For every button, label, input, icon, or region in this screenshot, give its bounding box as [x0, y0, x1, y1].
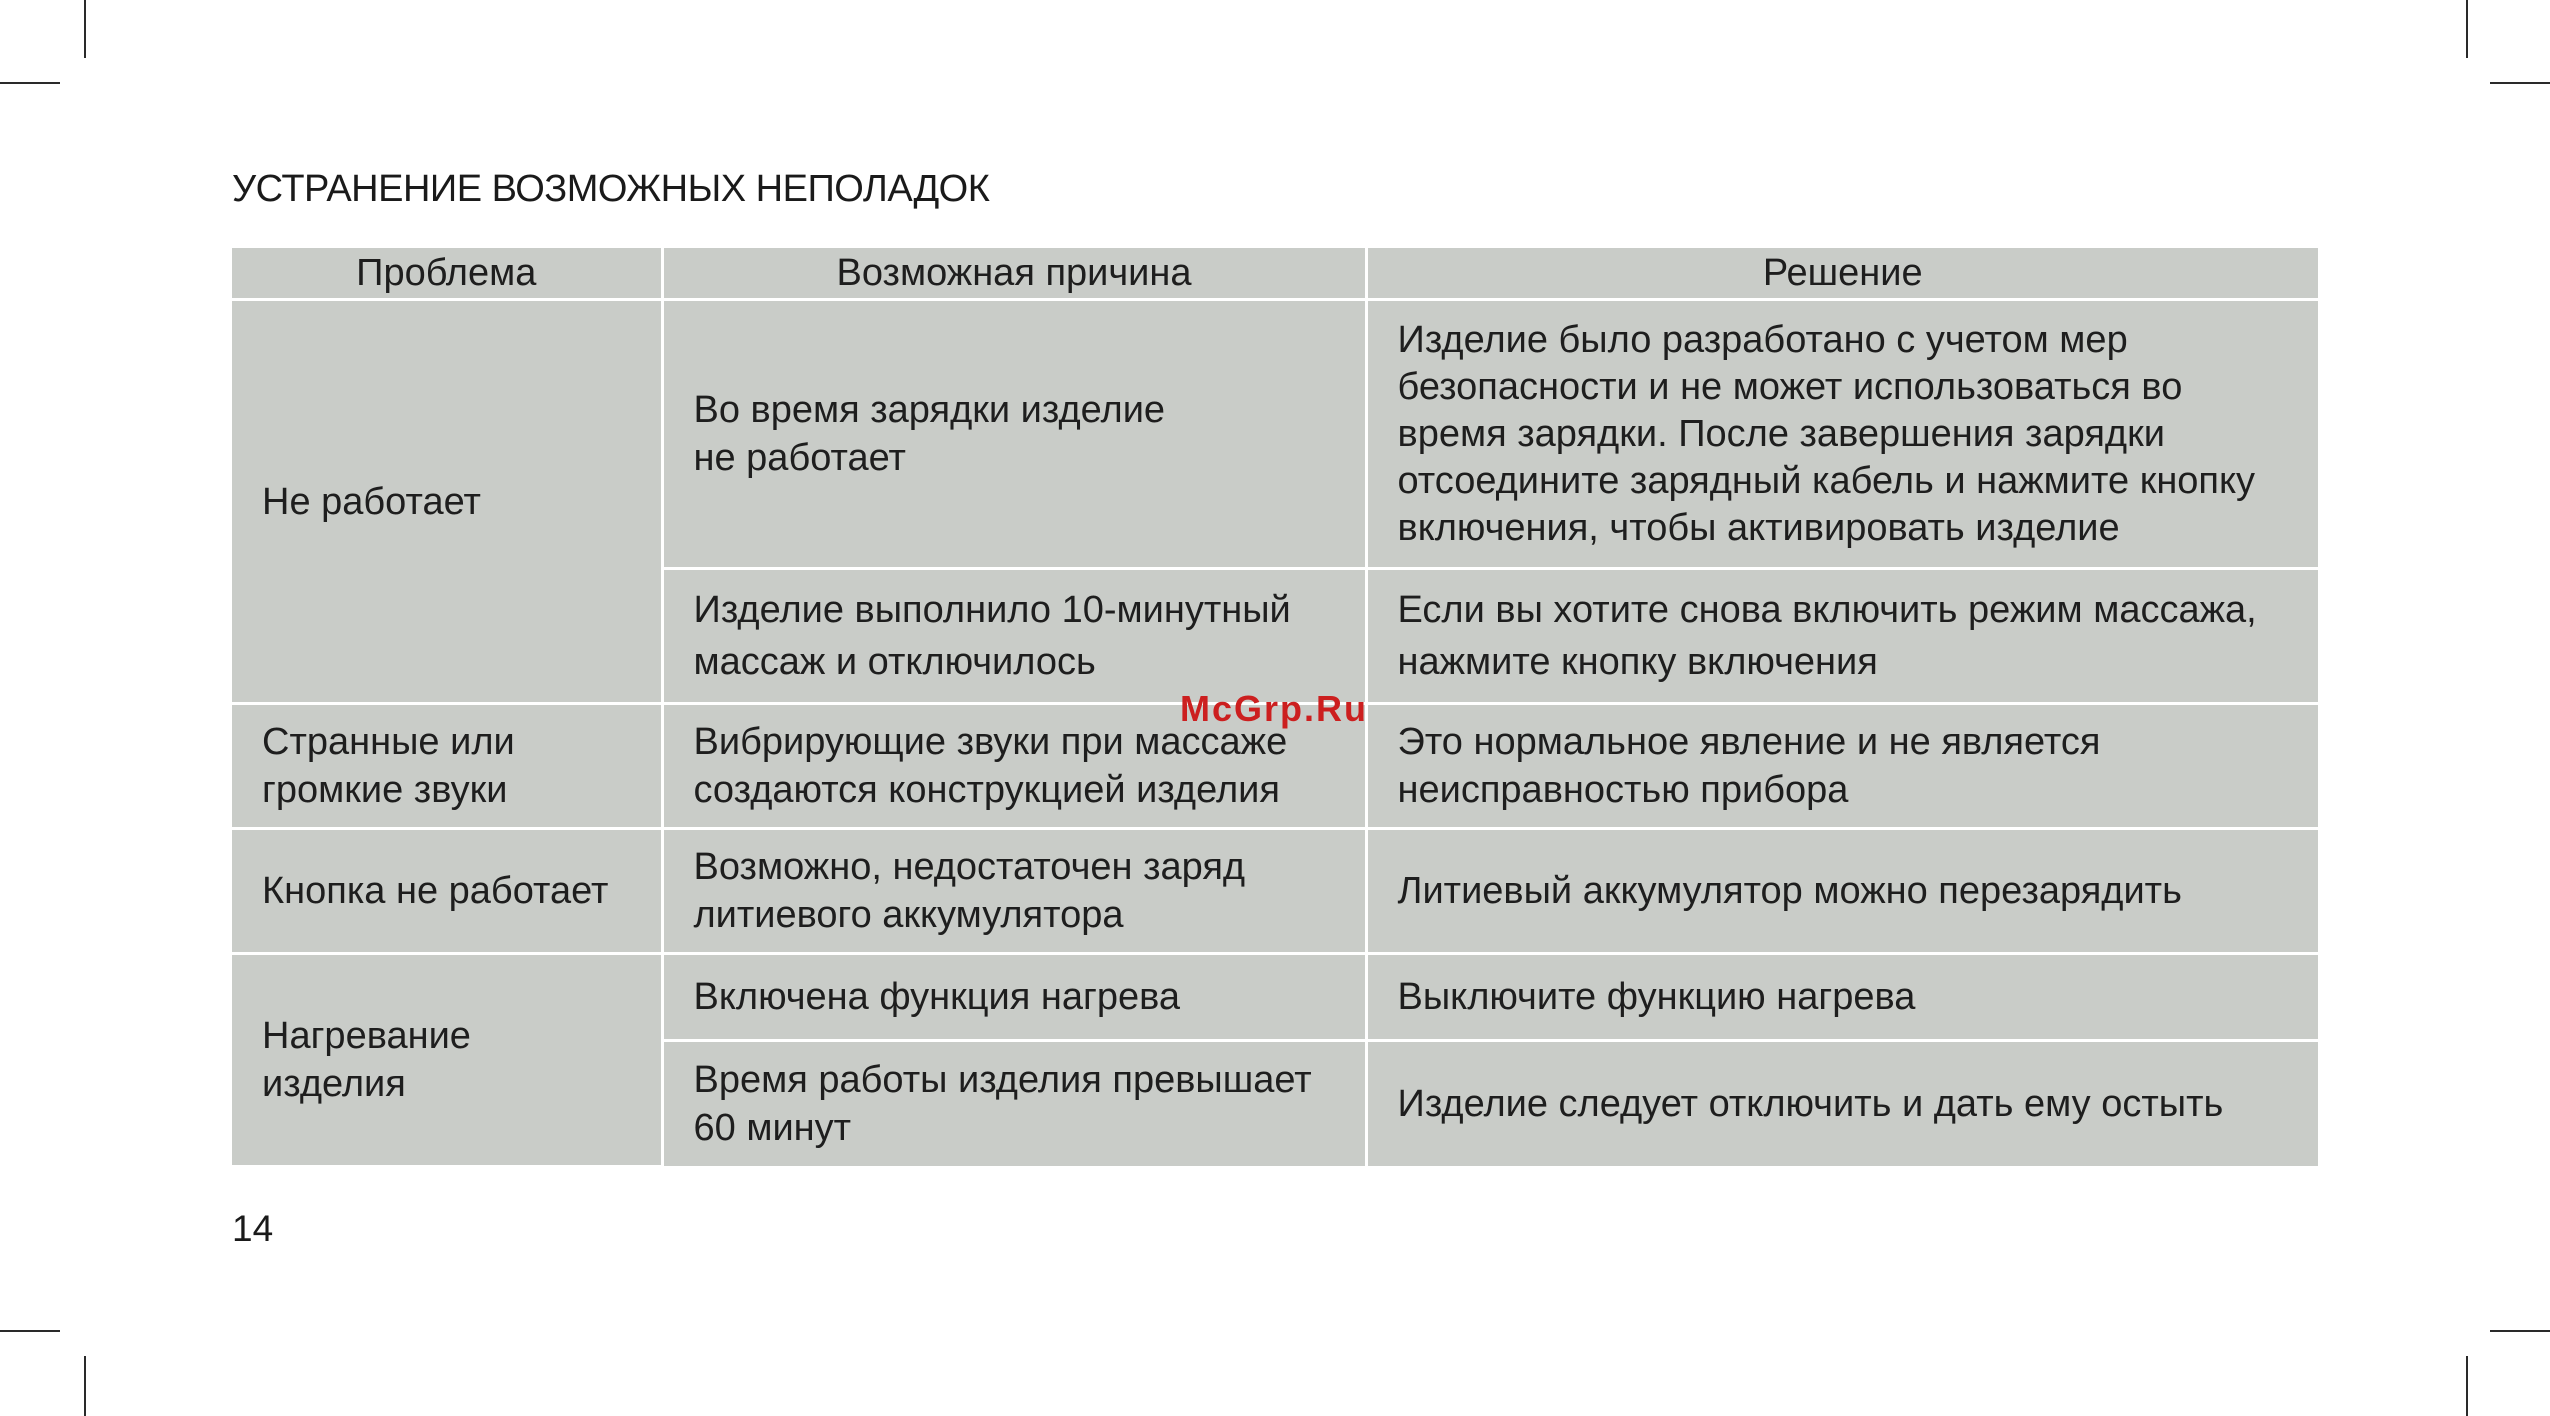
- cause-cell: [662, 829, 1366, 954]
- crop-mark: [0, 82, 60, 84]
- solution-text: Изделие было разработано с учетом мер: [1397, 318, 2128, 361]
- crop-mark: [0, 1330, 60, 1332]
- cause-text: массаж и отключилось: [693, 641, 1096, 683]
- solution-cell: [1366, 1041, 2318, 1167]
- cause-text: Изделие выполнило 10-минутный: [693, 589, 1291, 631]
- problem-text: изделия: [262, 1062, 406, 1105]
- cause-text: Вибрирующие звуки при массаже: [693, 721, 1288, 763]
- cause-cell: [662, 569, 1366, 704]
- problem-text: Нагревание: [262, 1014, 471, 1057]
- problem-text: Странные или: [262, 721, 515, 763]
- watermark: McGrp.Ru: [1180, 688, 1369, 729]
- column-header-solution: Решение: [1366, 248, 2318, 300]
- problem-text: Кнопка не работает: [262, 870, 609, 912]
- table-row: [232, 954, 2318, 1041]
- solution-text: неисправностью прибора: [1397, 769, 1849, 811]
- crop-mark: [2490, 1330, 2550, 1332]
- solution-text: безопасности и не может использоваться во: [1397, 365, 2183, 408]
- cause-cell: [662, 1041, 1366, 1167]
- solution-cell: [1366, 829, 2318, 954]
- problem-text: громкие звуки: [262, 769, 508, 811]
- crop-mark: [2466, 1356, 2468, 1416]
- column-header-problem: Проблема: [232, 248, 662, 300]
- crop-mark: [84, 1356, 86, 1416]
- solution-text: включения, чтобы активировать изделие: [1397, 506, 2120, 549]
- solution-text: Выключите функцию нагрева: [1397, 976, 1916, 1018]
- problem-text: Не работает: [262, 480, 481, 523]
- cause-text: Время работы изделия превышает: [693, 1059, 1312, 1101]
- solution-text: нажмите кнопку включения: [1397, 641, 1878, 683]
- cause-text: Включена функция нагрева: [693, 976, 1181, 1018]
- cause-text: 60 минут: [693, 1107, 852, 1149]
- cause-cell: [662, 954, 1366, 1041]
- solution-cell: [1366, 569, 2318, 704]
- cause-text: не работает: [693, 437, 906, 479]
- crop-mark: [2490, 82, 2550, 84]
- problem-cell: [232, 704, 662, 829]
- cause-text: Во время зарядки изделие: [693, 389, 1166, 431]
- solution-text: Изделие следует отключить и дать ему остыть: [1397, 1083, 2224, 1125]
- page-number: 14: [232, 1208, 274, 1249]
- page-title: УСТРАНЕНИЕ ВОЗМОЖНЫХ НЕПОЛАДОК: [232, 168, 990, 210]
- solution-text: Литиевый аккумулятор можно перезарядить: [1397, 870, 2182, 912]
- table-row: [232, 300, 2318, 569]
- cause-text: Возможно, недостаточен заряд: [693, 846, 1246, 888]
- problem-cell: [232, 829, 662, 954]
- table-header-row: [232, 248, 2318, 300]
- solution-cell: [1366, 300, 2318, 569]
- column-header-cause: Возможная причина: [662, 248, 1366, 300]
- table-row: [232, 829, 2318, 954]
- cause-text: создаются конструкцией изделия: [693, 769, 1280, 811]
- problem-cell: [232, 300, 662, 704]
- solution-text: время зарядки. После завершения зарядки: [1397, 412, 2165, 455]
- solution-text: Если вы хотите снова включить режим массажа,: [1397, 589, 2257, 631]
- solution-cell: [1366, 704, 2318, 829]
- crop-mark: [84, 0, 86, 58]
- crop-mark: [2466, 0, 2468, 58]
- cause-text: литиевого аккумулятора: [693, 894, 1124, 936]
- cause-cell: [662, 300, 1366, 569]
- solution-cell: [1366, 954, 2318, 1041]
- solution-text: Это нормальное явление и не является: [1397, 721, 2101, 763]
- problem-cell: [232, 954, 662, 1167]
- solution-text: отсоедините зарядный кабель и нажмите кнопку: [1397, 459, 2256, 502]
